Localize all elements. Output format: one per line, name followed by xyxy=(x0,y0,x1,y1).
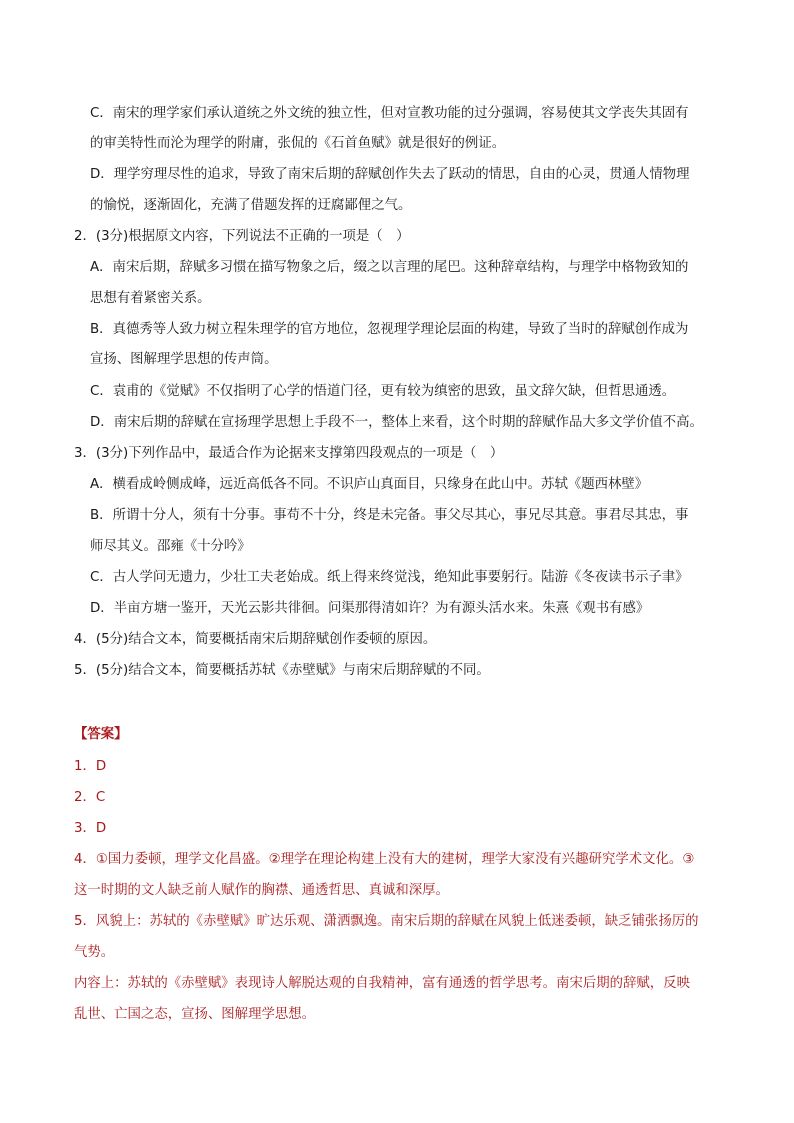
answer-5-line1: 5．风貌上：苏轼的《赤壁赋》旷达乐观、潇洒飘逸。南宋后期的辞赋在风貌上低迷委顿，缺乏铺张扬厉的 xyxy=(74,914,699,929)
q3-option-a: A．横看成岭侧成峰，远近高低各不同。不识庐山真面目，只缘身在此山中。苏轼《题西林壁》 xyxy=(90,477,649,492)
q2-option-a-line1: A．南宋后期，辞赋多习惯在描写物象之后，缀之以言理的尾巴。这种辞章结构，与理学中格物致知的 xyxy=(90,260,689,275)
answer-5-line3: 内容上：苏轼的《赤壁赋》表现诗人解脱达观的自我精神，富有通透的哲学思考。南宋后期的辞赋，反映 xyxy=(74,976,690,991)
q3-option-b-line1: B．所谓十分人，须有十分事。事苟不十分，终是未完备。事父尽其心，事兄尽其意。事君尽其忠，事 xyxy=(90,508,689,523)
q1-option-c-line2: 的审美特性而沦为理学的附庸，张侃的《石首鱼赋》就是很好的例证。 xyxy=(90,136,506,151)
answer-3: 3．D xyxy=(74,821,107,836)
q2-option-b-line2: 宣扬、图解理学思想的传声筒。 xyxy=(90,352,278,367)
q4-stem: 4．(5分)结合文本，简要概括南宋后期辞赋创作委顿的原因。 xyxy=(74,632,437,647)
q2-option-b-line1: B．真德秀等人致力树立程朱理学的官方地位，忽视理学理论层面的构建，导致了当时的辞赋创作成为 xyxy=(90,322,689,337)
q3-option-d: D．半亩方塘一鉴开，天光云影共徘徊。问渠那得清如许？为有源头活水来。朱熹《观书有感》 xyxy=(90,601,650,616)
q1-option-d-line2: 的愉悦，逐渐固化，充满了借题发挥的迂腐鄙俚之气。 xyxy=(90,198,412,213)
q1-option-c-line1: C．南宋的理学家们承认道统之外文统的独立性，但对宣教功能的过分强调，容易使其文学丧失其固有 xyxy=(90,106,689,121)
q2-stem: 2．(3分)根据原文内容，下列说法不正确的一项是（ ） xyxy=(74,229,410,244)
q2-option-d: D．南宋后期的辞赋在宣扬理学思想上手段不一，整体上来看，这个时期的辞赋作品大多文学价值不高。 xyxy=(90,415,703,430)
q5-stem: 5．(5分)结合文本，简要概括苏轼《赤壁赋》与南宋后期辞赋的不同。 xyxy=(74,663,490,678)
q2-option-a-line2: 思想有着紧密关系。 xyxy=(90,291,211,306)
q3-option-c: C．古人学问无遗力，少壮工夫老始成。纸上得来终觉浅，绝知此事要躬行。陆游《冬夜读书示子聿》 xyxy=(90,570,689,585)
q3-stem: 3．(3分)下列作品中，最适合作为论据来支撑第四段观点的一项是（ ） xyxy=(74,446,504,461)
answer-4-line2: 这一时期的文人缺乏前人赋作的胸襟、通透哲思、真诚和深厚。 xyxy=(74,883,449,898)
q2-option-c: C．袁甫的《觉赋》不仅指明了心学的悟道门径，更有较为缜密的思致，虽文辞欠缺，但哲思通透。 xyxy=(90,384,676,399)
answer-2: 2．C xyxy=(74,790,106,805)
q1-option-d-line1: D．理学穷理尽性的追求，导致了南宋后期的辞赋创作失去了跃动的情思，自由的心灵，贯通人情物理 xyxy=(90,167,690,182)
answer-5-line4: 乱世、亡国之态，宣扬、图解理学思想。 xyxy=(74,1007,316,1022)
answer-1: 1．D xyxy=(74,759,107,774)
answer-4-line1: 4．①国力委顿，理学文化昌盛。②理学在理论构建上没有大的建树，理学大家没有兴趣研究学术文化。③ xyxy=(74,852,695,867)
answer-heading: 【答案】 xyxy=(74,727,128,742)
q3-option-b-line2: 师尽其义。邵雍《十分吟》 xyxy=(90,539,251,554)
answer-5-line2: 气势。 xyxy=(74,945,115,960)
